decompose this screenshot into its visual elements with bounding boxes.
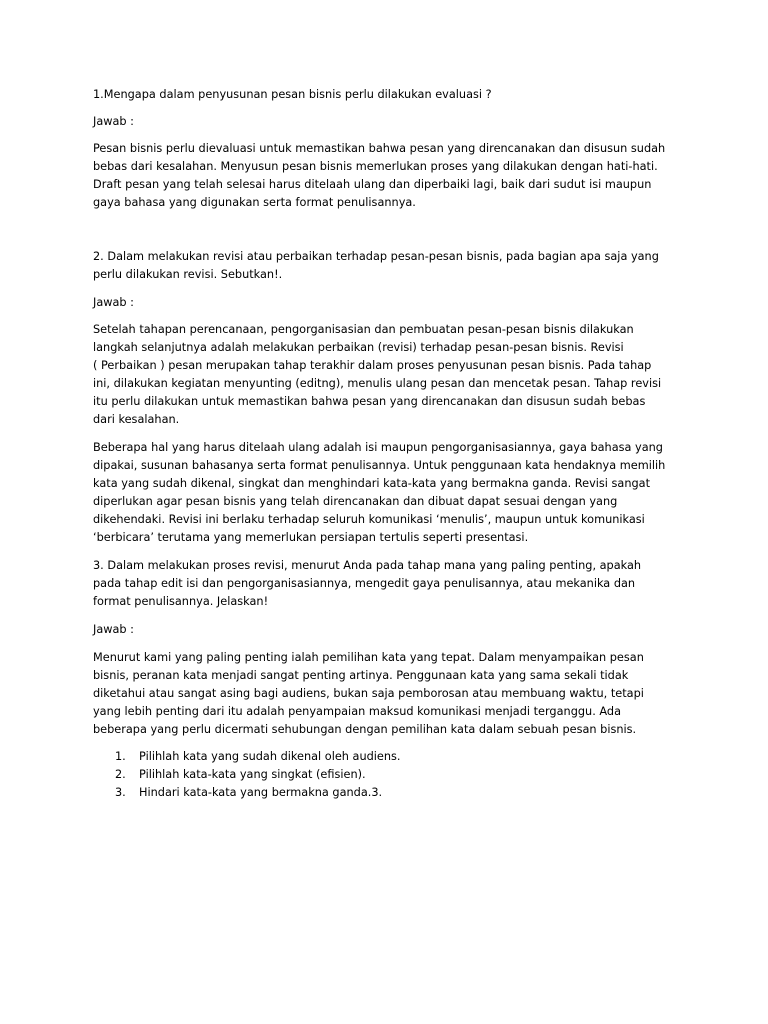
- document-page: [93, 86, 677, 802]
- list-item-number: 1.: [115, 750, 126, 763]
- answer-1: Pesan bisnis perlu dievaluasi untuk memastikan bahwa pesan yang direncanakan dan disusun sudah bebas dari kesalahan. Menyusun pesan bisnis memerlukan proses yang dilakukan dengan hati-hati. Draft pesan yang telah selesai harus ditelaah ulang dan diperbaiki lagi, baik dari sudut isi maupun gaya bahasa yang digunakan serta format penulisannya.: [93, 142, 666, 209]
- answer-label-1: Jawab :: [93, 115, 134, 128]
- list-item-number: 3.: [115, 786, 126, 799]
- word-choice-list: [93, 748, 677, 802]
- answer-label-3: Jawab :: [93, 623, 134, 636]
- list-item: [93, 766, 677, 784]
- question-3: 3. Dalam melakukan proses revisi, menurut Anda pada tahap mana yang paling penting, apakah pada tahap edit isi dan pengorganisasiannya, mengedit gaya penulisannya, atau mekanika dan format penulisannya. Jelaskan!: [93, 559, 642, 608]
- answer-3: Menurut kami yang paling penting ialah pemilihan kata yang tepat. Dalam menyampaikan pesan bisnis, peranan kata menjadi sangat penting artinya. Penggunaan kata yang sama sekali tidak diketahui atau sangat asing bagi audiens, bukan saja pemborosan atau membuang waktu, tetapi yang lebih penting dari itu adalah penyampaian maksud komunikasi menjadi terganggu. Ada beberapa yang perlu dicermati sehubungan dengan pemilihan kata dalam sebuah pesan bisnis.: [93, 651, 644, 736]
- list-item-text: Hindari kata-kata yang bermakna ganda.3.: [139, 786, 383, 799]
- answer-2-paragraph-2: Beberapa hal yang harus ditelaah ulang adalah isi maupun pengorganisasiannya, gaya bahasa yang dipakai, susunan bahasanya serta format penulisannya. Untuk penggunaan kata hendaknya memilih kata yang sudah dikenal, singkat dan menghindari kata-kata yang bermakna ganda. Revisi sangat diperlukan agar pesan bisnis yang telah direncanakan dan dibuat dapat sesuai dengan yang dikehendaki. Revisi ini berlaku terhadap seluruh komunikasi ‘menulis’, maupun untuk komunikasi ‘berbicara’ terutama yang memerlukan persiapan tertulis seperti presentasi.: [93, 441, 666, 544]
- list-item-text: Pilihlah kata-kata yang singkat (efisien).: [139, 768, 366, 781]
- question-2: 2. Dalam melakukan revisi atau perbaikan terhadap pesan-pesan bisnis, pada bagian apa saja yang perlu dilakukan revisi. Sebutkan!.: [93, 250, 659, 281]
- list-item: [93, 784, 677, 802]
- answer-2-paragraph-1: Setelah tahapan perencanaan, pengorganisasian dan pembuatan pesan-pesan bisnis dilakukan langkah selanjutnya adalah melakukan perbaikan (revisi) terhadap pesan-pesan bisnis. Revisi ( Perbaikan ) pesan merupakan tahap terakhir dalam proses penyusunan pesan bisnis. Pada tahap ini, dilakukan kegiatan menyunting (editng), menulis ulang pesan dan mencetak pesan. Tahap revisi itu perlu dilakukan untuk memastikan bahwa pesan yang direncanakan dan disusun sudah bebas dari kesalahan.: [93, 323, 662, 426]
- list-item-text: Pilihlah kata yang sudah dikenal oleh audiens.: [139, 750, 401, 763]
- list-item-number: 2.: [115, 768, 126, 781]
- answer-label-2: Jawab :: [93, 296, 134, 309]
- question-1: 1.Mengapa dalam penyusunan pesan bisnis perlu dilakukan evaluasi ?: [93, 88, 492, 101]
- list-item: [93, 748, 677, 766]
